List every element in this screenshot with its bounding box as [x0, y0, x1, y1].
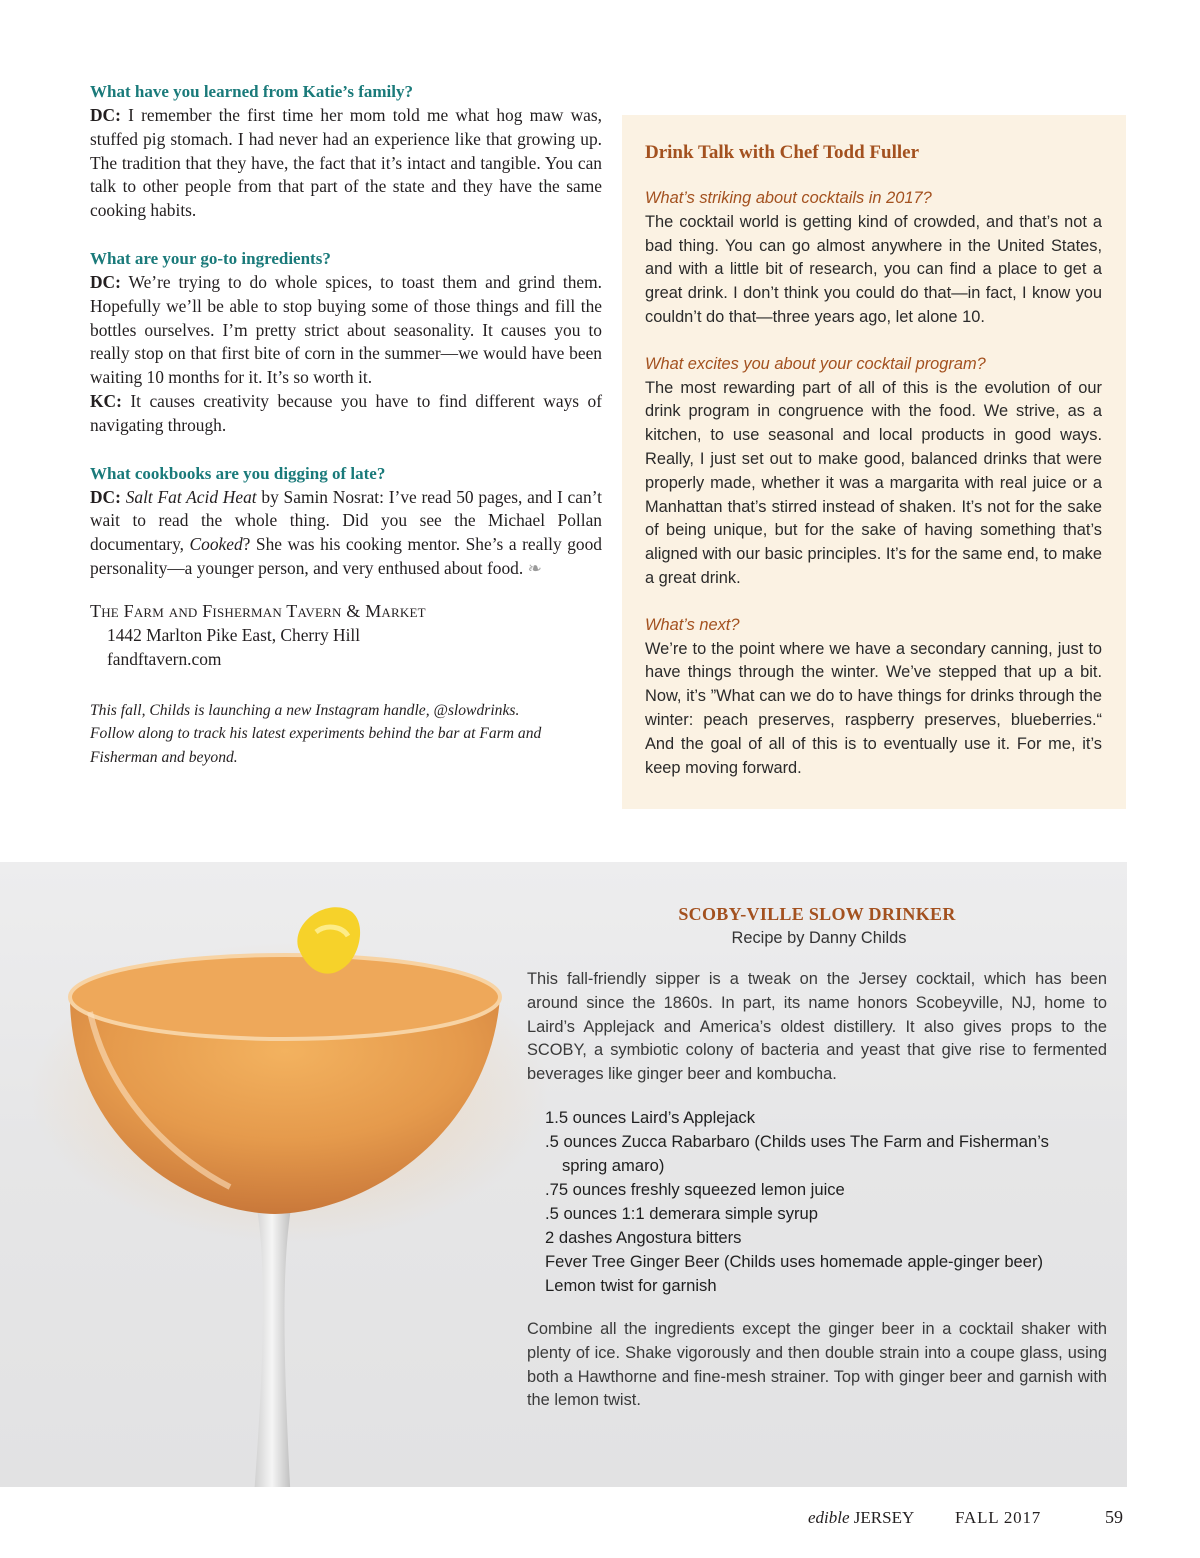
instagram-note: This fall, Childs is launching a new Instagram handle, @slowdrinks. Follow along to track his latest experiments behind the bar at Farm and Fisherman and beyond.: [90, 701, 542, 766]
film-title: Cooked: [189, 534, 243, 555]
brand-jersey: JERSEY: [849, 1508, 915, 1527]
recipe-section: [0, 862, 1127, 1487]
issue-season: FALL 2017: [955, 1508, 1042, 1527]
sidebar-answer: We’re to the point where we have a secondary canning, just to have things through the winter. We’ve stepped that up a bit. Now, it’s ”What can we do to have things for drinks through the winter: peach preserves, raspberry preserves, blueberries.“ And the goal of all of this is to eventually use it. For me, it’s keep moving forward.: [645, 639, 1102, 777]
venue-address: 1442 Marlton Pike East, Cherry Hill: [107, 624, 361, 645]
interview-answer: [90, 390, 602, 438]
sidebar-question: What’s next?: [645, 615, 740, 634]
interview-question: What are your go-to ingredients?: [90, 248, 331, 268]
recipe-title: SCOBY-VILLE SLOW DRINKER: [678, 904, 956, 924]
fleuron-ornament: ❧: [527, 558, 542, 578]
interview-column: [90, 80, 602, 769]
ingredient-item: 1.5 ounces Laird’s Applejack: [545, 1107, 756, 1127]
brand-edible: edible: [808, 1508, 850, 1527]
sidebar-answer: The cocktail world is getting kind of crowded, and that’s not a bad thing. You can go almost anywhere in the United States, and with a little bit of research, you can find a place to get a great drink. I don’t think you could do that—in fact, I know you couldn’t do that—three years ago, let alone 10.: [645, 212, 1102, 326]
book-title: Salt Fat Acid Heat: [125, 486, 257, 507]
interview-question: What have you learned from Katie’s family?: [90, 82, 413, 101]
page-number: 59: [1105, 1507, 1123, 1527]
answer-text: ? She was his cooking mentor. She’s a really good personality—a younger person, and very enthused about food.: [90, 534, 602, 578]
speaker-label: DC:: [90, 486, 121, 507]
interview-block-ingredients: [90, 247, 602, 438]
answer-text: by Samin Nosrat: I’ve read 50 pages, and I can’t wait to read the whole thing. Did you see the Michael Pollan documentary,: [90, 486, 602, 555]
venue-website[interactable]: fandftavern.com: [107, 648, 222, 669]
recipe-text: [527, 902, 1107, 1413]
recipe-intro: This fall-friendly sipper is a tweak on the Jersey cocktail, which has been around since the 1860s. In part, its name honors Scobeyville, NJ, home to Laird’s Applejack and America’s oldest distillery. It also gives props to the SCOBY, a symbiotic colony of bacteria and yeast that give rise to fermented beverages like ginger beer and kombucha.: [527, 970, 1107, 1084]
ingredient-item: .5 ounces 1:1 demerara simple syrup: [545, 1203, 819, 1223]
venue-name: The Farm and Fisherman Tavern & Market: [90, 600, 426, 621]
ingredient-item: Fever Tree Ginger Beer (Childs uses homemade apple-ginger beer): [545, 1251, 1044, 1271]
magazine-brand: [808, 1508, 914, 1528]
sidebar-qa: [645, 614, 1102, 781]
speaker-label: KC:: [90, 390, 122, 411]
ingredient-item: 2 dashes Angostura bitters: [545, 1227, 742, 1247]
interview-block-cookbooks: [90, 462, 602, 581]
sidebar-title: Drink Talk with Chef Todd Fuller: [645, 142, 920, 163]
interview-answer: [90, 486, 602, 581]
sidebar-qa: [645, 187, 1102, 330]
interview-question: What cookbooks are you digging of late?: [90, 463, 386, 483]
interview-block-family: [90, 80, 602, 223]
answer-text: I remember the first time her mom told me what hog maw was, stuffed pig stomach. I had never had an experience like that growing up. The tradition that they have, the fact that it’s intact and tangible. You can talk to other people from that part of the state and they have the same cooking habits.: [90, 105, 602, 221]
sidebar-question: What excites you about your cocktail program?: [645, 354, 986, 373]
ingredient-item: Lemon twist for garnish: [545, 1275, 717, 1295]
sidebar-question: What’s striking about cocktails in 2017?: [645, 189, 932, 207]
answer-text: It causes creativity because you have to find different ways of navigating through.: [90, 390, 602, 435]
ingredient-list: [545, 1106, 1107, 1298]
sidebar-answer: The most rewarding part of all of this is the evolution of our drink program in congruence with the food. We strive, as a kitchen, to use seasonal and local products in good ways. Really, I just set out to make good, balanced drinks that were properly made, whether it was a margarita with real juice or a Manhattan that’s stirred instead of shaken. It’s not for the sake of being unique, but for the sake of having something that’s aligned with our basic principles. It’s for the same end, to make a great drink.: [645, 378, 1102, 587]
speaker-label: DC:: [90, 105, 121, 125]
speaker-label: DC:: [90, 271, 121, 292]
sidebar-qa: [645, 353, 1102, 591]
recipe-byline: Recipe by Danny Childs: [731, 929, 907, 947]
ingredient-item: .75 ounces freshly squeezed lemon juice: [545, 1179, 845, 1199]
recipe-method: Combine all the ingredients except the ginger beer in a cocktail shaker with plenty of ice. Shake vigorously and then double strain into a coupe glass, using both a Hawthorne and fine-mesh strainer. Top with ginger beer and garnish with the lemon twist.: [527, 1319, 1107, 1410]
drink-talk-sidebar: [622, 115, 1126, 809]
ingredient-item: .5 ounces Zucca Rabarbaro (Childs uses The Farm and Fisherman’s: [545, 1131, 1049, 1151]
venue-info: [90, 599, 602, 671]
ingredient-item: spring amaro): [562, 1155, 665, 1175]
cocktail-glass-photo: [30, 902, 550, 1487]
interview-answer: [90, 104, 602, 223]
answer-text: We’re trying to do whole spices, to toast them and grind them. Hopefully we’ll be able to stop buying some of those things and fill the bottles ourselves. I’m pretty strict about seasonality. It causes you to really stop on that first bite of corn in the summer—we would have been waiting 10 months for it. It’s so worth it.: [90, 271, 602, 388]
interview-answer: [90, 271, 602, 390]
